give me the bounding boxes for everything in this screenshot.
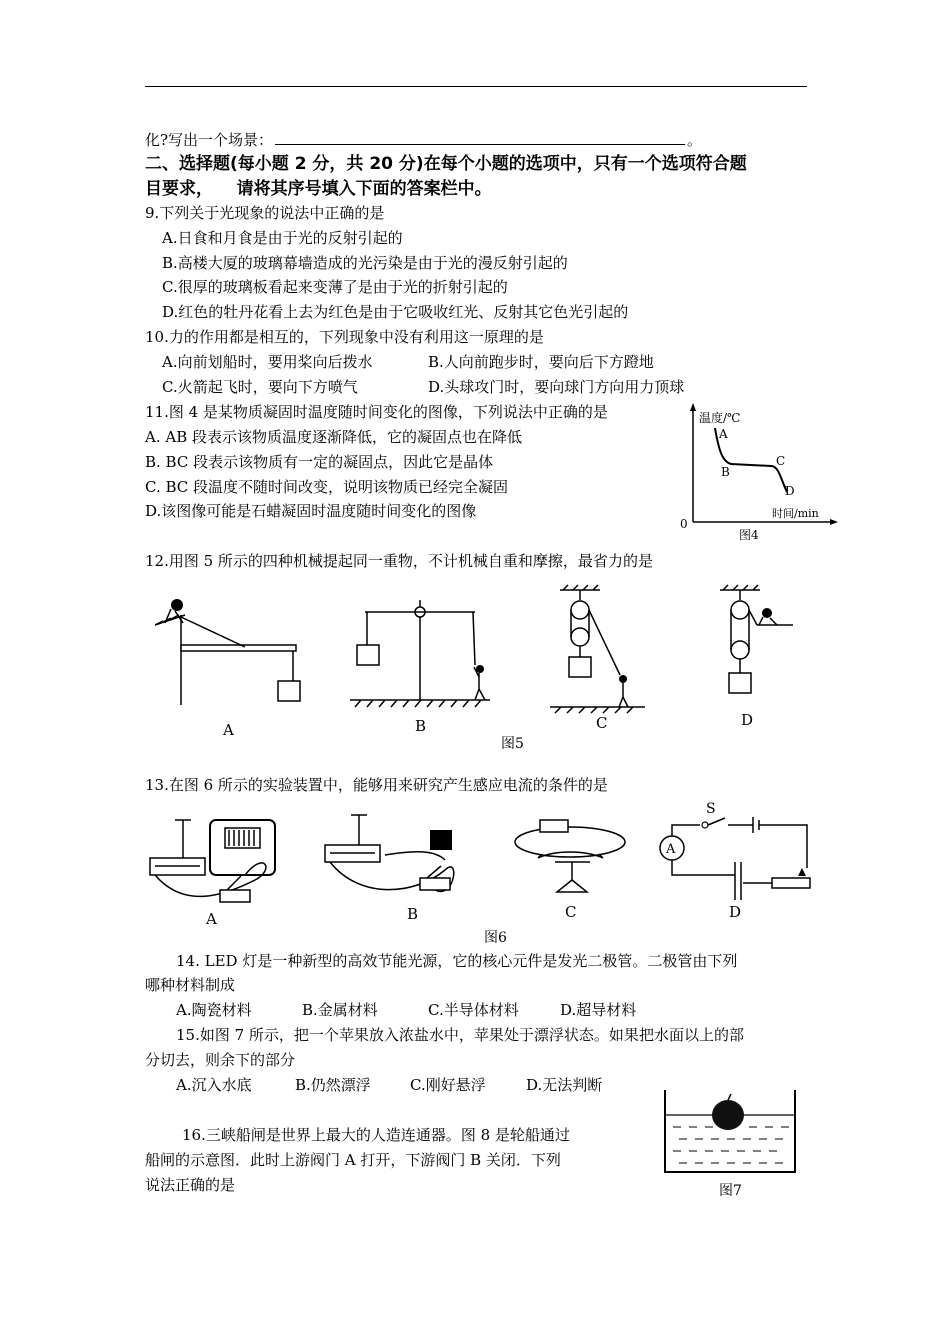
point-d-label: D (785, 484, 795, 498)
point-b-label: B (721, 465, 730, 479)
q9-stem: 9.下列关于光现象的说法中正确的是 (145, 204, 385, 222)
machine-a-label: A (223, 721, 234, 739)
switch-label: S (706, 801, 716, 817)
q15-option-a: A.沉入水底 (176, 1076, 252, 1094)
q10-option-b: B.人向前跑步时，要向后下方蹬地 (428, 353, 654, 371)
q11-stem: 11.图 4 是某物质凝固时温度随时间变化的图像，下列说法中正确的是 (145, 403, 608, 421)
section2-heading-line2: 目要求， 请将其序号填入下面的答案栏中。 (145, 179, 492, 199)
apparatus-d-label: D (729, 903, 742, 921)
q10-option-d: D.头球攻门时，要向球门方向用力顶球 (428, 378, 685, 396)
q10-stem: 10.力的作用都是相互的，下列现象中没有利用这一原理的是 (145, 328, 544, 346)
apparatus-a (150, 820, 275, 928)
ammeter-label: A (666, 842, 676, 857)
q9-option-b: B.高楼大厦的玻璃幕墙造成的光污染是由于光的漫反射引起的 (162, 254, 568, 272)
q11-option-a: A. AB 段表示该物质温度逐渐降低，它的凝固点也在降低 (145, 428, 522, 446)
apparatus-b-label: B (407, 905, 419, 923)
q14-option-d: D.超导材料 (560, 1001, 637, 1019)
figure-6-caption: 图6 (484, 930, 507, 946)
q14-line1: 14. LED 灯是一种新型的高效节能光源，它的核心元件是发光二极管。二极管由下列 (176, 952, 738, 970)
apparatus-a-label: A (206, 910, 217, 928)
q13-stem: 13.在图 6 所示的实验装置中，能够用来研究产生感应电流的条件的是 (145, 776, 608, 794)
machine-c-pulley (550, 585, 645, 732)
q8-tail-prefix: 化?写出一个场景： (145, 131, 274, 149)
q11-option-b: B. BC 段表示该物质有一定的凝固点，因此它是晶体 (145, 453, 494, 471)
q9-option-c: C.很厚的玻璃板看起来变薄了是由于光的折射引起的 (162, 278, 508, 296)
x-axis-label: 时间/min (772, 507, 819, 520)
figure-4-caption: 图4 (739, 528, 759, 542)
machine-d-pulley (720, 585, 793, 729)
figure-7-apple-in-brine (655, 1085, 805, 1205)
q15-option-b: B.仍然漂浮 (295, 1076, 371, 1094)
machine-d-label: D (741, 711, 754, 729)
answer-blank[interactable] (275, 130, 685, 145)
q11-option-c: C. BC 段温度不随时间改变，说明该物质已经完全凝固 (145, 478, 509, 496)
figure-6-apparatus (145, 800, 815, 950)
q9-option-a: A.日食和月食是由于光的反射引起的 (162, 229, 403, 247)
q14-option-b: B.金属材料 (302, 1001, 378, 1019)
machine-b-label: B (415, 717, 427, 735)
point-c-label: C (776, 454, 786, 468)
machine-b-lever (350, 600, 490, 735)
figure-5-caption: 图5 (501, 736, 524, 752)
q10-option-a: A.向前划船时，要用桨向后拨水 (162, 353, 373, 371)
section2-heading-line1: 二、选择题(每小题 2 分，共 20 分)在每个小题的选项中，只有一个选项符合题 (145, 154, 747, 174)
machine-c-label: C (596, 714, 608, 732)
q15-option-d: D.无法判断 (526, 1076, 603, 1094)
q14-option-a: A.陶瓷材料 (176, 1001, 252, 1019)
q8-tail (145, 130, 702, 150)
point-a-label: A (719, 427, 728, 441)
q15-option-c: C.刚好悬浮 (410, 1076, 486, 1094)
apparatus-b (325, 815, 454, 923)
apparatus-c (515, 820, 625, 921)
x-axis-arrow (830, 519, 838, 525)
q16-line1: 16.三峡船闸是世界上最大的人造连通器。图 8 是轮船通过 (182, 1126, 570, 1144)
header-rule (145, 86, 807, 87)
q14-option-c: C.半导体材料 (428, 1001, 519, 1019)
q11-option-d: D.该图像可能是石蜡凝固时温度随时间变化的图像 (145, 502, 477, 520)
apparatus-c-label: C (565, 903, 577, 921)
machine-a-lever (155, 599, 300, 739)
q10-option-c: C.火箭起飞时，要向下方喷气 (162, 378, 358, 396)
apparatus-d-circuit (660, 801, 810, 921)
figure-5-machines (145, 585, 805, 755)
figure-7-caption: 图7 (719, 1183, 742, 1199)
q8-tail-suffix: 。 (687, 131, 703, 149)
y-axis-arrow (690, 403, 696, 411)
origin-label: 0 (680, 517, 688, 531)
q9-option-d: D.红色的牡丹花看上去为红色是由于它吸收红光、反射其它色光引起的 (162, 303, 629, 321)
y-axis-label: 温度/℃ (699, 411, 741, 425)
figure-4-cooling-curve (675, 400, 845, 545)
q16-line3: 说法正确的是 (145, 1176, 236, 1194)
q16-line2: 船闸的示意图．此时上游阀门 A 打开，下游阀门 B 关闭．下列 (145, 1151, 561, 1169)
q15-line2: 分切去，则余下的部分 (145, 1051, 296, 1069)
q14-line2: 哪种材料制成 (145, 976, 236, 994)
q15-line1: 15.如图 7 所示，把一个苹果放入浓盐水中，苹果处于漂浮状态。如果把水面以上的部 (176, 1026, 744, 1044)
apple-icon (712, 1100, 744, 1130)
q12-stem: 12.用图 5 所示的四种机械提起同一重物，不计机械自重和摩擦，最省力的是 (145, 552, 653, 570)
